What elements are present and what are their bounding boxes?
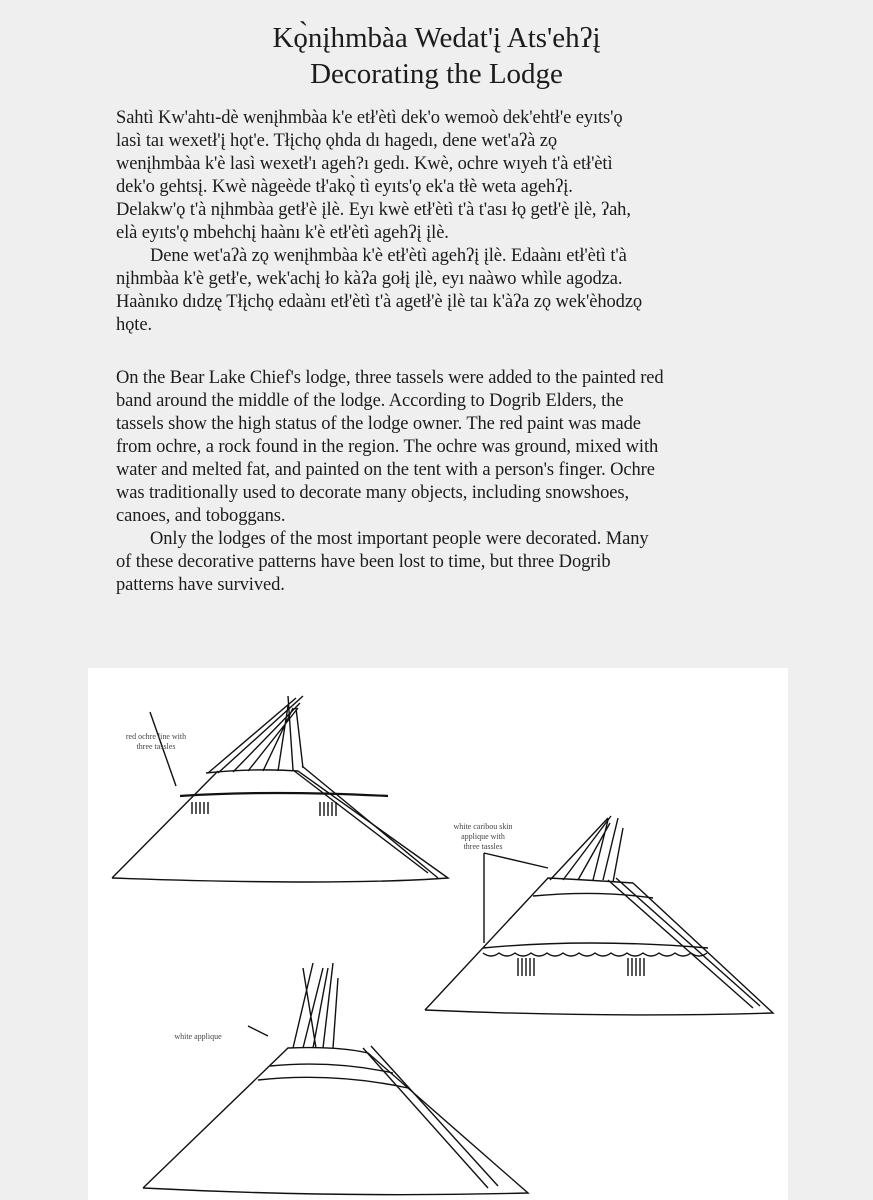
text-line: nįhmbàa k'è getł'e, wek'achį ło kàʔa gołį įlè, eyı naàwo whìle agodza. [116,269,623,289]
text-line: water and melted fat, and painted on the tent with a person's finger. Ochre [116,460,655,480]
label-white-applique: white applique [174,1032,222,1041]
text-line: dek'o gehtsį. Kwè nàgeède tł'akǫ̀ tì eyıts'ǫ ek'a tłè weta agehʔį. [116,177,573,197]
label-line: three tassles [136,742,176,751]
text-line: Delakw'ǫ t'à nįhmbàa getł'è įlè. Eyı kwè etł'ètì t'à t'ası łǫ getł'è įlè, ʔah, [116,200,631,220]
label-line: white caribou skin [453,822,513,831]
text-line: hǫte. [116,315,152,335]
text-line: from ochre, a rock found in the region. The ochre was ground, mixed with [116,437,659,457]
text-line: Haànıko dıdzę Tłįchǫ edaànı etł'ètì t'à agetł'è įlè taı k'àʔa zǫ wek'èhodzǫ [116,292,643,312]
text-line: was traditionally used to decorate many objects, including snowshoes, [116,483,630,503]
text-line: wenįhmbàa k'è lasì wexetł'ı ageh?ı gedı. Kwè, ochre wıyeh t'à etł'ètì [116,154,613,174]
label-line: red ochre line with [125,732,187,741]
text-line: band around the middle of the lodge. According to Dogrib Elders, the [116,391,624,411]
text-line: lasì taı wexetł'į hǫt'e. Tłįchǫ ǫhda dı hagedı, dene wet'aʔà zǫ [116,131,558,151]
text-line: tassels show the high status of the lodge owner. The red paint was made [116,414,641,434]
text-line: On the Bear Lake Chief's lodge, three tassels were added to the painted red [116,368,664,388]
text-line: patterns have survived. [116,575,285,595]
lodge-illustration [88,668,788,1200]
text-line: Sahtì Kw'ahtı-dè wenįhmbàa k'e etł'ètì dek'o wemoò dek'ehtł'e eyıts'ǫ [116,108,623,128]
label-line: three tassles [463,842,503,851]
label-red-ochre [106,732,206,752]
lodge-bear-lake-chief [112,696,448,882]
label-caribou-skin [433,822,533,852]
page-subtitle: Decorating the Lodge [310,58,563,90]
label-line: applique with [461,832,505,841]
text-line: of these decorative patterns have been lost to time, but three Dogrib [116,552,611,572]
text-line: canoes, and toboggans. [116,506,286,526]
text-line: Only the lodges of the most important people were decorated. Many [150,529,649,549]
page-title: Kǫ̀nįhmbàa Wedat'į Ats'ehʔį [272,22,601,54]
lodge-white-applique [143,963,528,1195]
text-line: elà eyıts'ǫ mbehchį haànı k'è etł'ètì agehʔį įlè. [116,223,449,243]
text-line: Dene wet'aʔà zǫ wenįhmbàa k'è etł'ètì agehʔį įlè. Edaànı etł'ètì t'à [150,246,627,266]
